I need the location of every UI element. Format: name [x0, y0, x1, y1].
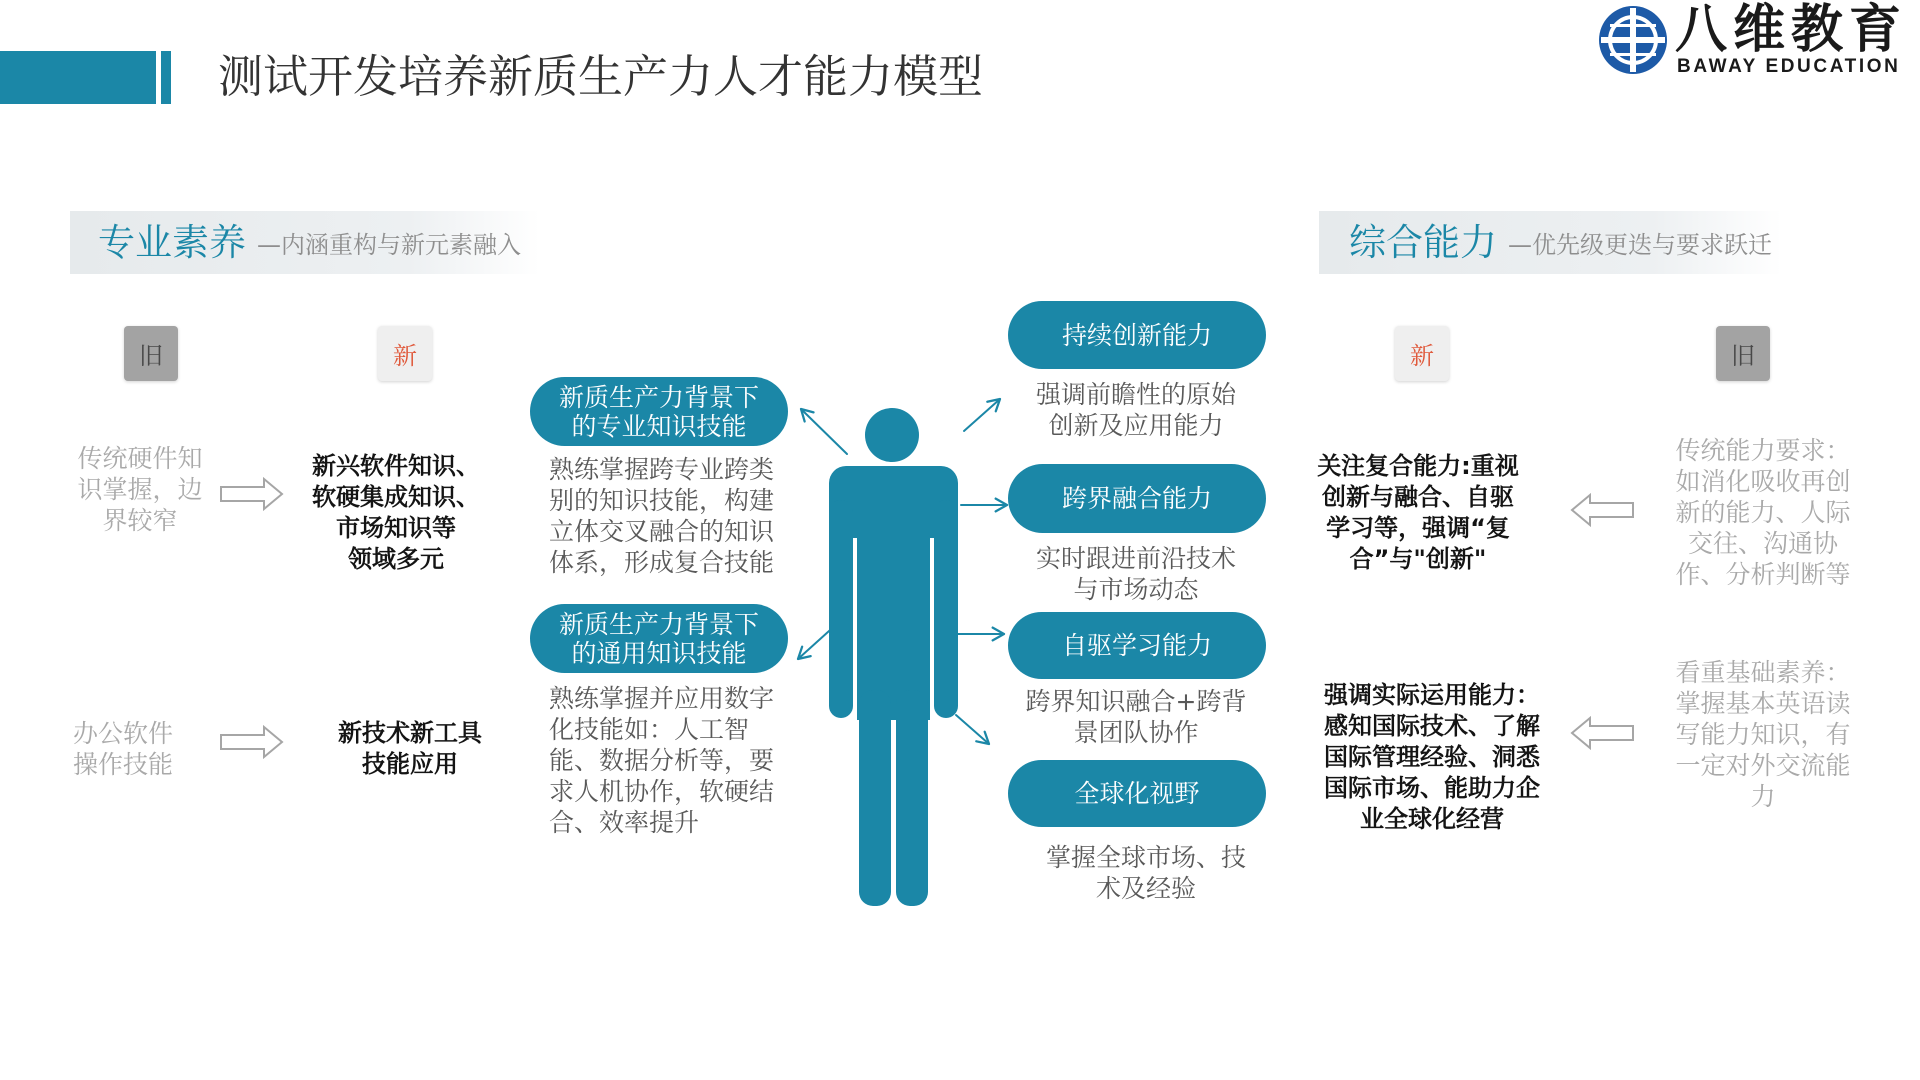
arrow-down-right-icon: [956, 715, 989, 744]
arrow-up-left-icon: [801, 409, 847, 454]
comprehensive-old-item-2: 看重基础素养： 掌握基本英语读 写能力知识，有 一定对外交流能 力: [1675, 658, 1851, 811]
person-left-leg: [859, 690, 891, 906]
section-title-comprehensive: 综合能力: [1349, 220, 1497, 264]
pill-ability-self-learning: 自驱学习能力: [1008, 612, 1266, 679]
logo-globe-equator: [1601, 37, 1665, 43]
person-right-leg: [896, 690, 928, 906]
badge-old-professional: 旧: [124, 326, 178, 381]
page-title: 测试开发培养新质生产力人才能力模型: [218, 50, 984, 103]
professional-old-item-1: 传统硬件知 识掌握，边 界较窄: [77, 444, 203, 535]
pill-ability-innovation: 持续创新能力: [1008, 301, 1266, 369]
logo-name-cn: 八维教育: [1675, 0, 1908, 60]
arrow-up-right-icon: [964, 399, 1000, 431]
pill-ability-global: 全球化视野: [1008, 760, 1266, 827]
section-header-professional: [70, 211, 540, 274]
desc-ability-global: 掌握全球市场、技 术及经验: [1045, 843, 1246, 903]
section-subtitle-comprehensive: —优先级更迭与要求跃迁: [1508, 230, 1772, 259]
hollow-arrow-shape: [221, 727, 282, 757]
person-head: [865, 408, 919, 462]
section-subtitle-professional: —内涵重构与新元素融入: [257, 230, 521, 259]
header-accent-bar: [0, 51, 156, 104]
desc-general-knowledge: 熟练掌握并应用数字 化技能如：人工智 能、数据分析等，要 求人机协作，软硬结 合、效率提升: [549, 684, 775, 837]
desc-professional-knowledge: 熟练掌握跨专业跨类 别的知识技能，构建 立体交叉融合的知识 体系，形成复合技能: [549, 455, 775, 577]
hollow-left-arrow-icon: [1570, 716, 1634, 750]
badge-old-comprehensive: 旧: [1716, 326, 1770, 381]
desc-ability-self-learning: 跨界知识融合+跨背 景团队协作: [1025, 687, 1247, 747]
section-header-comprehensive: [1319, 211, 1782, 274]
comprehensive-old-item-1: 传统能力要求： 如消化吸收再创 新的能力、人际 交往、沟通协 作、分析判断等: [1675, 436, 1851, 589]
comprehensive-new-item-1: 关注复合能力:重视 创新与融合、自驱 学习等，强调“复 合”与"创新": [1317, 452, 1519, 573]
logo-globe-latitude-bottom: [1610, 53, 1656, 56]
person-torso: [857, 500, 930, 720]
pill-general-knowledge: 新质生产力背景下 的通用知识技能: [530, 604, 788, 673]
person-right-arm: [934, 500, 958, 718]
person-left-arm: [829, 500, 853, 718]
logo-name-en: BAWAY EDUCATION: [1677, 56, 1901, 77]
desc-ability-innovation: 强调前瞻性的原始 创新及应用能力: [1035, 380, 1236, 440]
badge-new-comprehensive: 新: [1395, 326, 1449, 381]
hollow-arrow-shape: [221, 479, 282, 509]
professional-old-item-2: 办公软件 操作技能: [72, 719, 173, 779]
badge-new-professional: 新: [378, 326, 432, 381]
hollow-left-arrow-icon: [1570, 493, 1634, 527]
comprehensive-new-item-2: 强调实际运用能力： 感知国际技术、了解 国际管理经验、洞悉 国际市场、能助力企 业全球化经营: [1324, 681, 1540, 833]
globe-logo-icon: [1597, 4, 1669, 76]
hollow-right-arrow-icon: [220, 477, 284, 511]
header-accent-bar-thin: [161, 51, 171, 104]
pill-professional-knowledge: 新质生产力背景下 的专业知识技能: [530, 377, 788, 446]
hollow-arrow-shape: [1572, 718, 1633, 748]
person-icon: [829, 408, 958, 906]
pill-ability-integration: 跨界融合能力: [1008, 464, 1266, 533]
professional-new-item-2: 新技术新工具 技能应用: [338, 719, 482, 778]
logo-globe-latitude-top: [1610, 24, 1656, 27]
hollow-right-arrow-icon: [220, 725, 284, 759]
desc-ability-integration: 实时跟进前沿技术 与市场动态: [1035, 544, 1236, 604]
professional-new-item-1: 新兴软件知识、 软硬集成知识、 市场知识等 领域多元: [312, 452, 480, 573]
section-title-professional: 专业素养: [98, 220, 246, 264]
central-figure: [780, 390, 1020, 920]
hollow-arrow-shape: [1572, 495, 1633, 525]
